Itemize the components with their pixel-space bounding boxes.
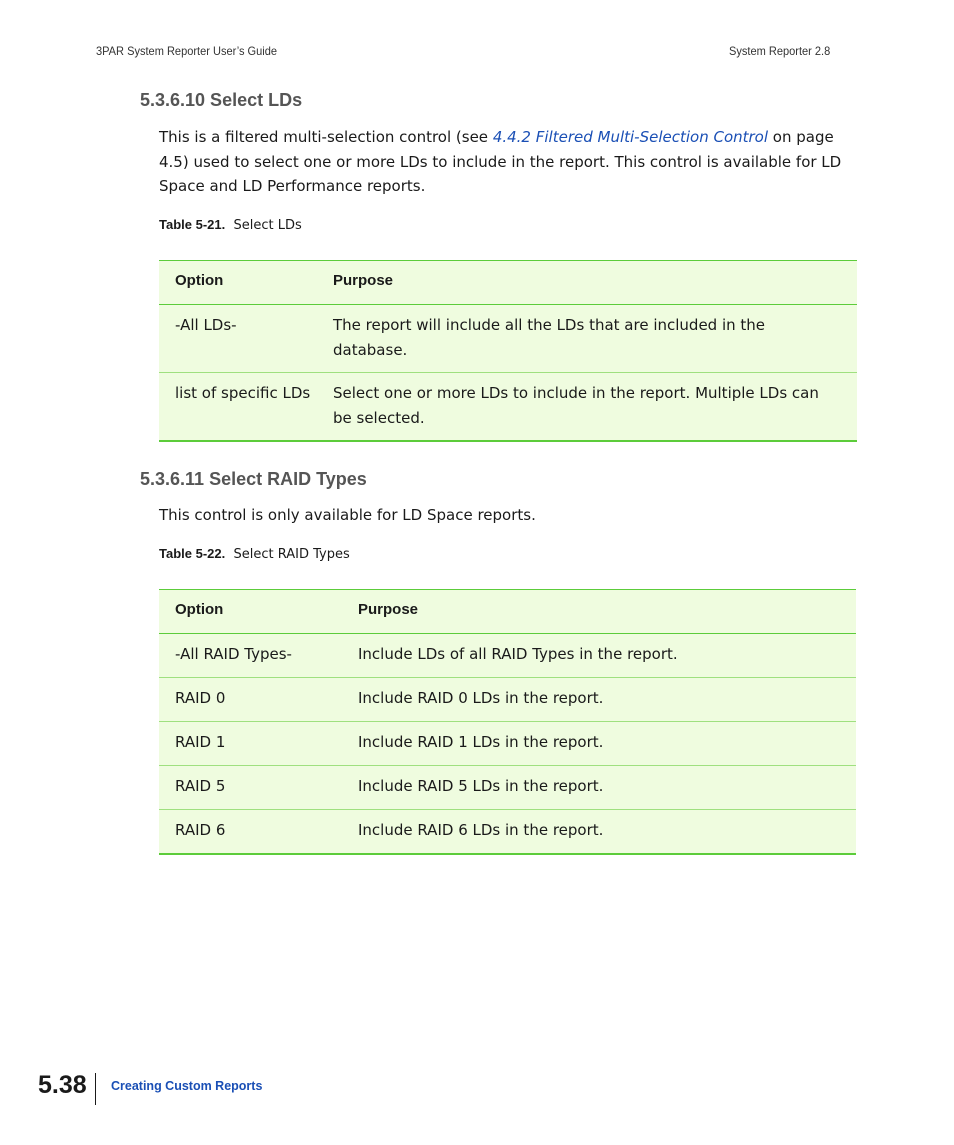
paragraph-text-start: This is a filtered multi-selection control (see: [159, 128, 493, 146]
purpose-cell: Select one or more LDs to include in the report. Multiple LDs can be selected.: [333, 384, 819, 427]
purpose-cell: Include LDs of all RAID Types in the report.: [358, 645, 678, 663]
option-cell: -All RAID Types-: [175, 645, 292, 663]
caption-number: Table 5-22.: [159, 546, 226, 561]
table-header-row: [159, 261, 857, 305]
option-cell: RAID 1: [175, 733, 226, 751]
option-cell: list of specific LDs: [175, 384, 311, 402]
section-2-paragraph: This control is only available for LD Space reports.: [159, 506, 536, 524]
caption-text: Select RAID Types: [233, 547, 350, 562]
select-raid-types-table: [159, 589, 856, 855]
column-header-purpose: Purpose: [333, 272, 394, 289]
option-cell: RAID 0: [175, 689, 226, 707]
caption-number: Table 5-21.: [159, 217, 226, 232]
option-cell: -All LDs-: [175, 316, 237, 334]
purpose-cell: Include RAID 1 LDs in the report.: [358, 733, 604, 751]
paragraph-text-end: on page 4.5) used to select one or more LDs to include in the report. This control is available for LD Space and LD Performance reports.: [159, 128, 842, 195]
footer-chapter-link[interactable]: Creating Custom Reports: [111, 1079, 263, 1093]
table-row: [159, 634, 856, 678]
table-row: [159, 722, 856, 766]
table-row: [159, 766, 856, 810]
footer-divider: [95, 1073, 96, 1105]
purpose-cell: Include RAID 5 LDs in the report.: [358, 777, 604, 795]
option-cell: RAID 5: [175, 777, 226, 795]
table-caption-5-21: [159, 217, 302, 233]
column-header-option: Option: [175, 601, 224, 618]
select-lds-table: [159, 260, 857, 442]
caption-text: Select LDs: [233, 218, 302, 233]
column-header-option: Option: [175, 272, 224, 289]
page-number: 5.38: [38, 1071, 87, 1099]
purpose-cell: Include RAID 6 LDs in the report.: [358, 821, 604, 839]
running-header-left: 3PAR System Reporter User’s Guide: [96, 44, 278, 58]
purpose-cell: The report will include all the LDs that are included in the database.: [333, 316, 766, 359]
table-row: [159, 305, 857, 373]
purpose-cell: Include RAID 0 LDs in the report.: [358, 689, 604, 707]
table-header-row: [159, 590, 856, 634]
section-1-paragraph: [159, 125, 859, 199]
table-row: [159, 678, 856, 722]
table-caption-5-22: [159, 546, 350, 562]
section-heading-select-raid-types: 5.3.6.11 Select RAID Types: [140, 469, 367, 489]
running-header-right: System Reporter 2.8: [729, 44, 831, 58]
section-heading-select-lds: 5.3.6.10 Select LDs: [140, 90, 303, 110]
table-row: [159, 810, 856, 854]
table-row: [159, 373, 857, 441]
cross-reference-link[interactable]: 4.4.2 Filtered Multi-Selection Control: [492, 128, 769, 146]
option-cell: RAID 6: [175, 821, 226, 839]
column-header-purpose: Purpose: [358, 601, 419, 618]
